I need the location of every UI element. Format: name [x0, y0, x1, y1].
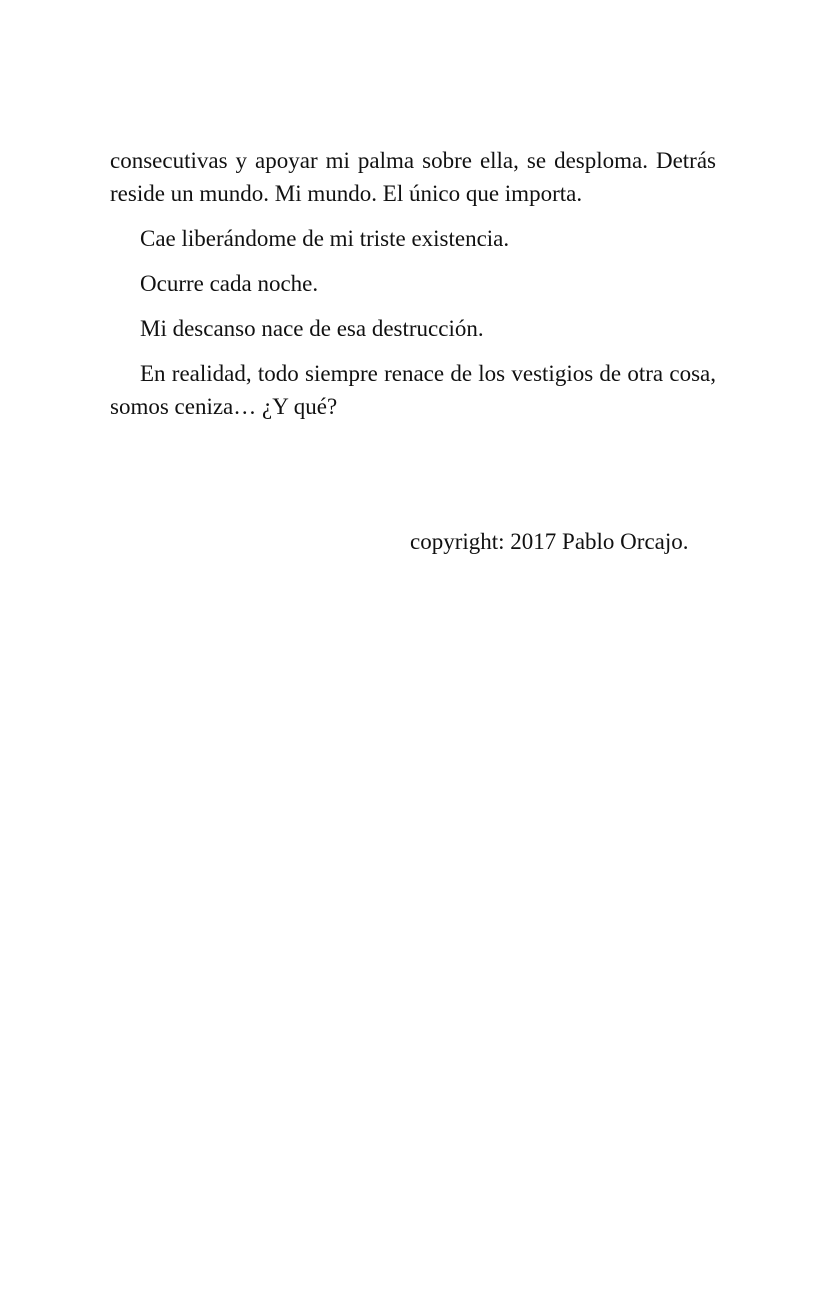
- paragraph: Mi descanso nace de esa destrucción.: [140, 316, 484, 341]
- paragraph-continuation: consecutivas y apoyar mi palma sobre ella, se desploma. Detrás reside un mundo. Mi mundo. El único que importa.: [110, 148, 716, 206]
- body-text: [110, 144, 716, 435]
- paragraph: En realidad, todo siempre renace de los vestigios de otra cosa, somos ceniza… ¿Y qué?: [110, 361, 716, 419]
- paragraph: Cae liberándome de mi triste existencia.: [140, 226, 510, 251]
- copyright-notice: copyright: 2017 Pablo Orcajo.: [410, 529, 689, 554]
- paragraph: Ocurre cada noche.: [140, 271, 319, 296]
